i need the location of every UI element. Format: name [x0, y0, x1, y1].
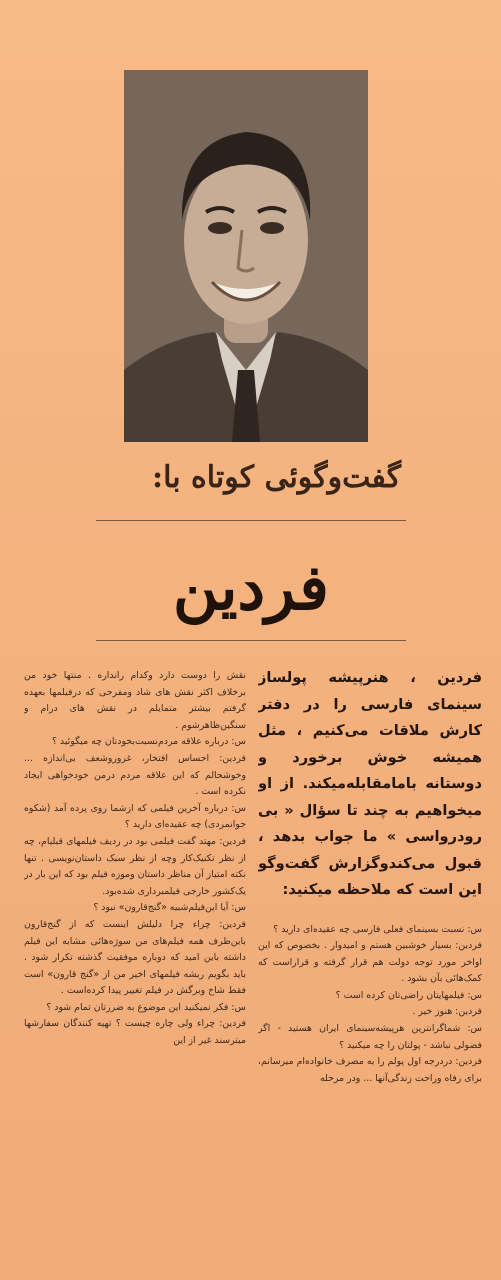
qa-paragraph: س: فیلمهایتان راضی‌تان کرده است ؟ [335, 989, 482, 1001]
qa-paragraph: فردین: هنوز خیر . [412, 1006, 482, 1018]
left-column-body [24, 668, 246, 1050]
qa-paragraph: س: نسبت بسینمای فعلی فارسی چه عقیده‌ای دارید ؟ [273, 923, 482, 935]
qa-paragraph: س: درباره آخرین فیلمی که ازشما روی پرده آمد (شکوه جوانمردی) چه عقیده‌ای دارید ؟ [24, 802, 246, 831]
divider-bottom [96, 640, 406, 641]
portrait-illustration [124, 70, 368, 442]
right-column [258, 665, 482, 1280]
qa-paragraph: س: آیا این‌فیلم‌شبیه «گنج‌قارون» نبود ؟ [93, 902, 246, 914]
qa-paragraph: فردین: بسیار خوشبین هستم و امیدوار . بخصوص که این اواخر مورد توجه دولت هم قرار گرفته و قراراست که کمک‌هائی بآن بشود . [258, 940, 482, 985]
intro-paragraph: فردین ، هنرپیشه پولساز سینمای فارسی را در دفتر کارش ملاقات می‌کنیم ، مثل همیشه خوش برخورد و دوستانه باما‌مقابله‌میکند. از او میخواهیم به چند تا سؤال « بی رودرواسی » ما جواب بدهد ، قبول می‌کندوگزارش گفت‌وگو این است که ملاحظه میکنید: [258, 669, 482, 898]
qa-paragraph: فردین: مهتد گفت فیلمی بود در ردیف فیلمهای قبلیام، چه از نظر تکنیک‌کار وچه از نظر سبک داستان‌نویسی . تنها نکته امتیاز آن مناظر داستان وموزه فیلم بود که این بار در یک‌کشور خارجی فیلمبرداری شده‌بود. [24, 835, 246, 897]
qa-paragraph: س: شماگرانترین هرپیشه‌سینمای ایران هستید - اگر فضولی نباشد - پولتان را چه میکنید ؟ [258, 1023, 482, 1051]
right-column-body [258, 922, 482, 1088]
portrait-photo [124, 70, 368, 442]
qa-paragraph: فردین: چراء ولی چاره چیست ؟ تهیه کنندگان سفارشها میترسند غیر از این [24, 1018, 246, 1047]
article-subtitle: گفت‌وگوئی کوتاه با: [152, 460, 401, 495]
qa-paragraph: فردین: احساس افتخار، غرور‌وشعف بی‌اندازه ... وخوشحالم که این علاقه مردم درمن خودخواهی ایجاد نکرده است . [24, 752, 246, 798]
qa-paragraph: س: فکر نمیکنید این موضوع به ضررتان تمام شود ؟ [46, 1001, 246, 1013]
qa-paragraph: س: درباره علاقه مردم‌نسبت‌بخودتان چه میگوئید ؟ [51, 736, 246, 748]
qa-paragraph: فردین: دردرجه اول پولم را به مصرف خانواده‌ام میرسانم، برای رفاه وراحت زندگی‌آنها ... ودر مرحله [258, 1056, 482, 1084]
left-column [24, 668, 246, 1280]
article-headline: فردین [173, 551, 329, 624]
qa-paragraph: نقش را دوست دارد وکدام رانداره . منتها خود من برخلاف اکثر نقش های شاد ومفرحی که درفیلمها بعهده گرفتم بیشتر متمایلم در نقش های درام و سنگین‌ظاهرشوم . [24, 670, 246, 731]
divider-top [96, 520, 406, 521]
qa-paragraph: فردین: چراء چرا دلیلش اینست که از گنج‌قارون باین‌طرف همه فیلم‌های من سوژه‌هائی مشابه این فیلم داشته باین امید که دوباره موفقیت گذشته تکرار شود . باید بگویم ریشه فیلمهای اخیر من از «گنج قارون» است فقط شاخ وبرگش در فیلم تغییر پیدا کرده‌است . [24, 918, 246, 997]
